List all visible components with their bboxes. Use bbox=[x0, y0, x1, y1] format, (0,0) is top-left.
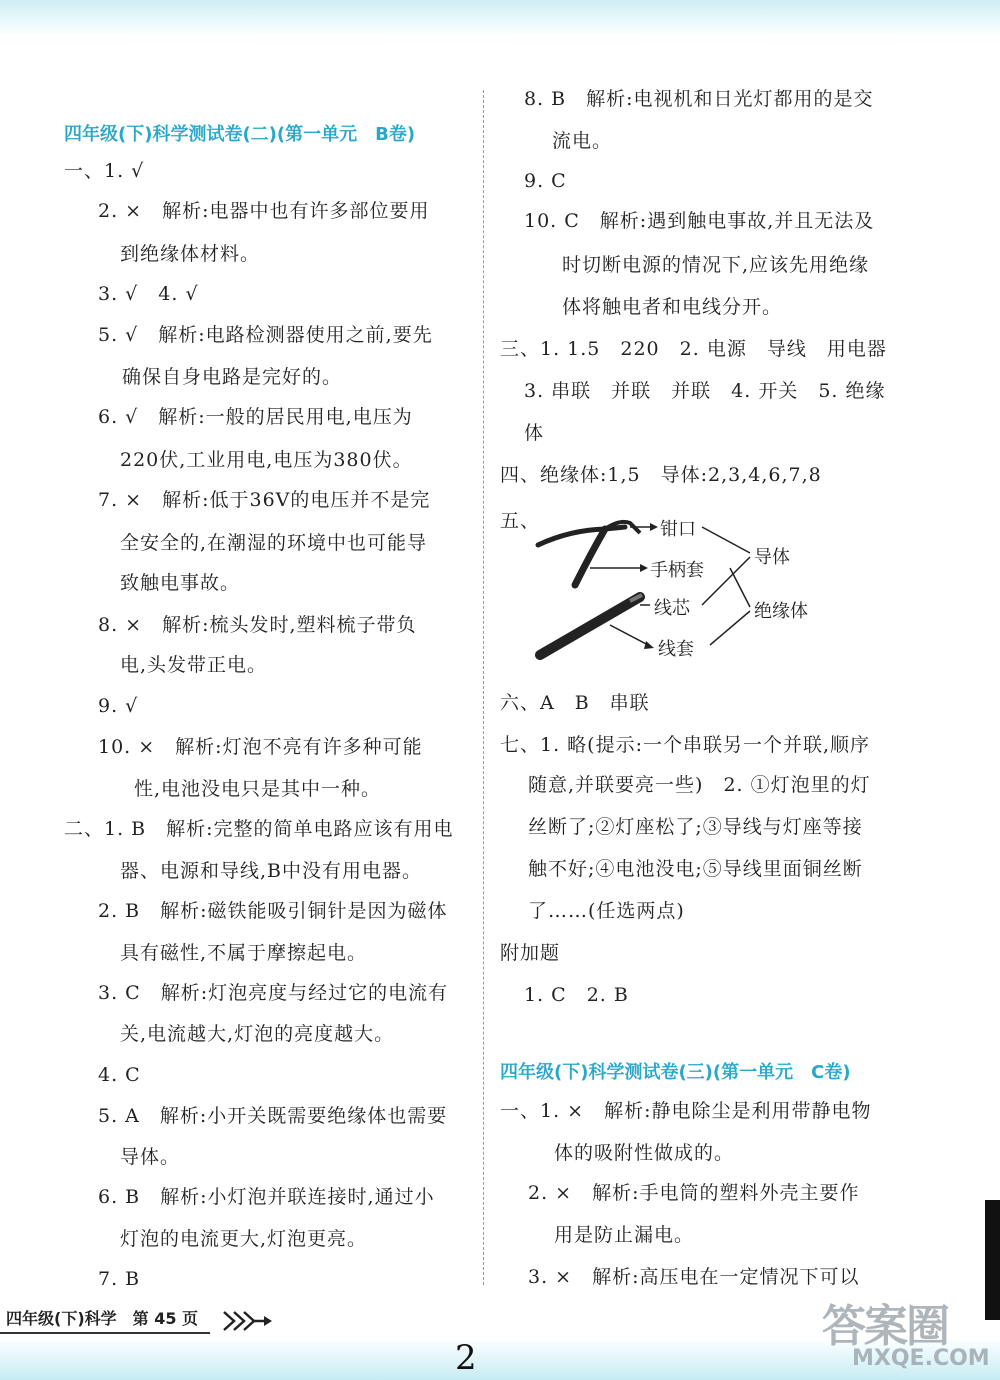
arrowhead-wire-sheath bbox=[644, 641, 654, 649]
answer-line: 8. B 解析:电视机和日光灯都用的是交 bbox=[524, 88, 874, 110]
label-handle-cover: 手柄套 bbox=[650, 560, 704, 581]
arrow-ornament-icon bbox=[222, 1308, 272, 1334]
answer-line: 9. C bbox=[524, 170, 567, 192]
watermark-text: 答案圈 bbox=[822, 1301, 948, 1352]
arrowhead-pliers-mouth bbox=[650, 523, 658, 531]
answer-line: 丝断了;②灯座松了;③导线与灯座等接 bbox=[528, 816, 863, 838]
answer-line: 3. √ 4. √ bbox=[98, 283, 199, 305]
answer-line: 体将触电者和电线分开。 bbox=[562, 296, 783, 318]
answer-line: 2. × 解析:手电筒的塑料外壳主要作 bbox=[528, 1182, 860, 1204]
answer-line: 5. √ 解析:电路检测器使用之前,要先 bbox=[98, 324, 433, 346]
answer-line: 器、电源和导线,B中没有用电器。 bbox=[120, 860, 423, 882]
section-title-test-2: 四年级(下)科学测试卷(二)(第一单元 B卷) bbox=[64, 124, 416, 145]
answer-line: 性,电池没电只是其中一种。 bbox=[134, 778, 382, 800]
answer-line: 五、 bbox=[500, 510, 541, 532]
answer-line: 8. × 解析:梳头发时,塑料梳子带负 bbox=[98, 614, 417, 636]
answer-line: 六、A B 串联 bbox=[500, 692, 650, 714]
arrow-wire-sheath bbox=[610, 625, 648, 645]
link-handle-insulator bbox=[730, 568, 750, 607]
answer-line: 致触电事故。 bbox=[120, 572, 241, 594]
label-wire-core: 线芯 bbox=[654, 598, 690, 619]
pliers-handle bbox=[575, 529, 605, 585]
answer-line: 9. √ bbox=[98, 695, 139, 717]
answer-line: 了……(任选两点) bbox=[528, 900, 685, 922]
label-pliers-mouth: 钳口 bbox=[660, 519, 696, 540]
answer-line: 3. 串联 并联 并联 4. 开关 5. 绝缘 bbox=[524, 380, 886, 402]
pliers-jaw-upper bbox=[538, 527, 625, 545]
answer-line: 关,电流越大,灯泡的亮度越大。 bbox=[120, 1023, 395, 1045]
watermark-url: MXQE.COM bbox=[852, 1346, 990, 1371]
answer-line: 导体。 bbox=[120, 1146, 181, 1168]
answer-line: 2. × 解析:电器中也有许多部位要用 bbox=[98, 200, 430, 222]
label-insulator: 绝缘体 bbox=[754, 601, 808, 622]
column-divider bbox=[483, 90, 484, 1285]
answer-line: 2. B 解析:磁铁能吸引铜针是因为磁体 bbox=[98, 900, 448, 922]
pliers-wire-diagram bbox=[530, 505, 830, 675]
answer-line: 10. × 解析:灯泡不亮有许多种可能 bbox=[98, 736, 423, 758]
answer-line: 6. B 解析:小灯泡并联连接时,通过小 bbox=[98, 1186, 435, 1208]
answer-line: 3. × 解析:高压电在一定情况下可以 bbox=[528, 1266, 860, 1288]
section-title-test-3: 四年级(下)科学测试卷(三)(第一单元 C卷) bbox=[500, 1062, 851, 1083]
answer-line: 随意,并联要亮一些) 2. ①灯泡里的灯 bbox=[528, 774, 871, 796]
answer-line: 确保自身电路是完好的。 bbox=[122, 366, 343, 388]
answer-line: 到绝缘体材料。 bbox=[120, 243, 261, 265]
link-sheath-insulator bbox=[710, 611, 750, 645]
answer-line: 七、1. 略(提示:一个串联另一个并联,顺序 bbox=[500, 734, 871, 756]
footer-text: 四年级(下)科学 第 45 页 bbox=[6, 1309, 199, 1328]
label-conductor: 导体 bbox=[754, 547, 790, 568]
handwritten-page-mark: 2 bbox=[455, 1338, 477, 1378]
answer-line: 用是防止漏电。 bbox=[554, 1224, 695, 1246]
answer-line: 二、1. B 解析:完整的简单电路应该有用电 bbox=[64, 818, 454, 840]
answer-line: 全安全的,在潮湿的环境中也可能导 bbox=[120, 532, 428, 554]
answer-line: 四、绝缘体:1,5 导体:2,3,4,6,7,8 bbox=[500, 464, 822, 486]
answer-line: 6. √ 解析:一般的居民用电,电压为 bbox=[98, 406, 413, 428]
answer-line: 7. B bbox=[98, 1268, 141, 1290]
answer-line: 7. × 解析:低于36V的电压并不是完 bbox=[98, 489, 431, 511]
link-wire-core-conductor bbox=[702, 557, 750, 605]
answer-line: 流电。 bbox=[552, 130, 613, 152]
answer-line: 电,头发带正电。 bbox=[120, 654, 268, 676]
answer-line: 4. C bbox=[98, 1064, 141, 1086]
wire-sheath-shape bbox=[540, 597, 640, 655]
answer-line: 时切断电源的情况下,应该先用绝缘 bbox=[562, 254, 870, 276]
answer-line: 5. A 解析:小开关既需要绝缘体也需要 bbox=[98, 1105, 448, 1127]
answer-line: 一、1. √ bbox=[64, 160, 145, 182]
answer-line: 灯泡的电流更大,灯泡更亮。 bbox=[120, 1228, 368, 1250]
answer-line: 体 bbox=[524, 422, 545, 444]
answer-line: 附加题 bbox=[500, 942, 561, 964]
answer-line: 具有磁性,不属于摩擦起电。 bbox=[120, 942, 368, 964]
answer-line: 一、1. × 解析:静电除尘是利用带静电物 bbox=[500, 1100, 872, 1122]
answer-line: 3. C 解析:灯泡亮度与经过它的电流有 bbox=[98, 982, 449, 1004]
answer-line: 三、1. 1.5 220 2. 电源 导线 用电器 bbox=[500, 338, 887, 360]
footer-underline bbox=[0, 1332, 210, 1334]
answer-line: 220伏,工业用电,电压为380伏。 bbox=[120, 449, 413, 471]
link-pliers-mouth-conductor bbox=[702, 527, 750, 553]
page-footer bbox=[0, 1298, 270, 1338]
answer-line: 1. C 2. B bbox=[524, 984, 629, 1006]
watermark-logo bbox=[812, 1290, 992, 1376]
answer-line: 触不好;④电池没电;⑤导线里面铜丝断 bbox=[528, 858, 863, 880]
label-wire-sheath: 线套 bbox=[658, 639, 694, 660]
arrowhead-handle-cover bbox=[640, 564, 648, 572]
answer-line: 10. C 解析:遇到触电事故,并且无法及 bbox=[524, 210, 875, 232]
answer-line: 体的吸附性做成的。 bbox=[554, 1142, 735, 1164]
top-color-band bbox=[0, 0, 1000, 34]
